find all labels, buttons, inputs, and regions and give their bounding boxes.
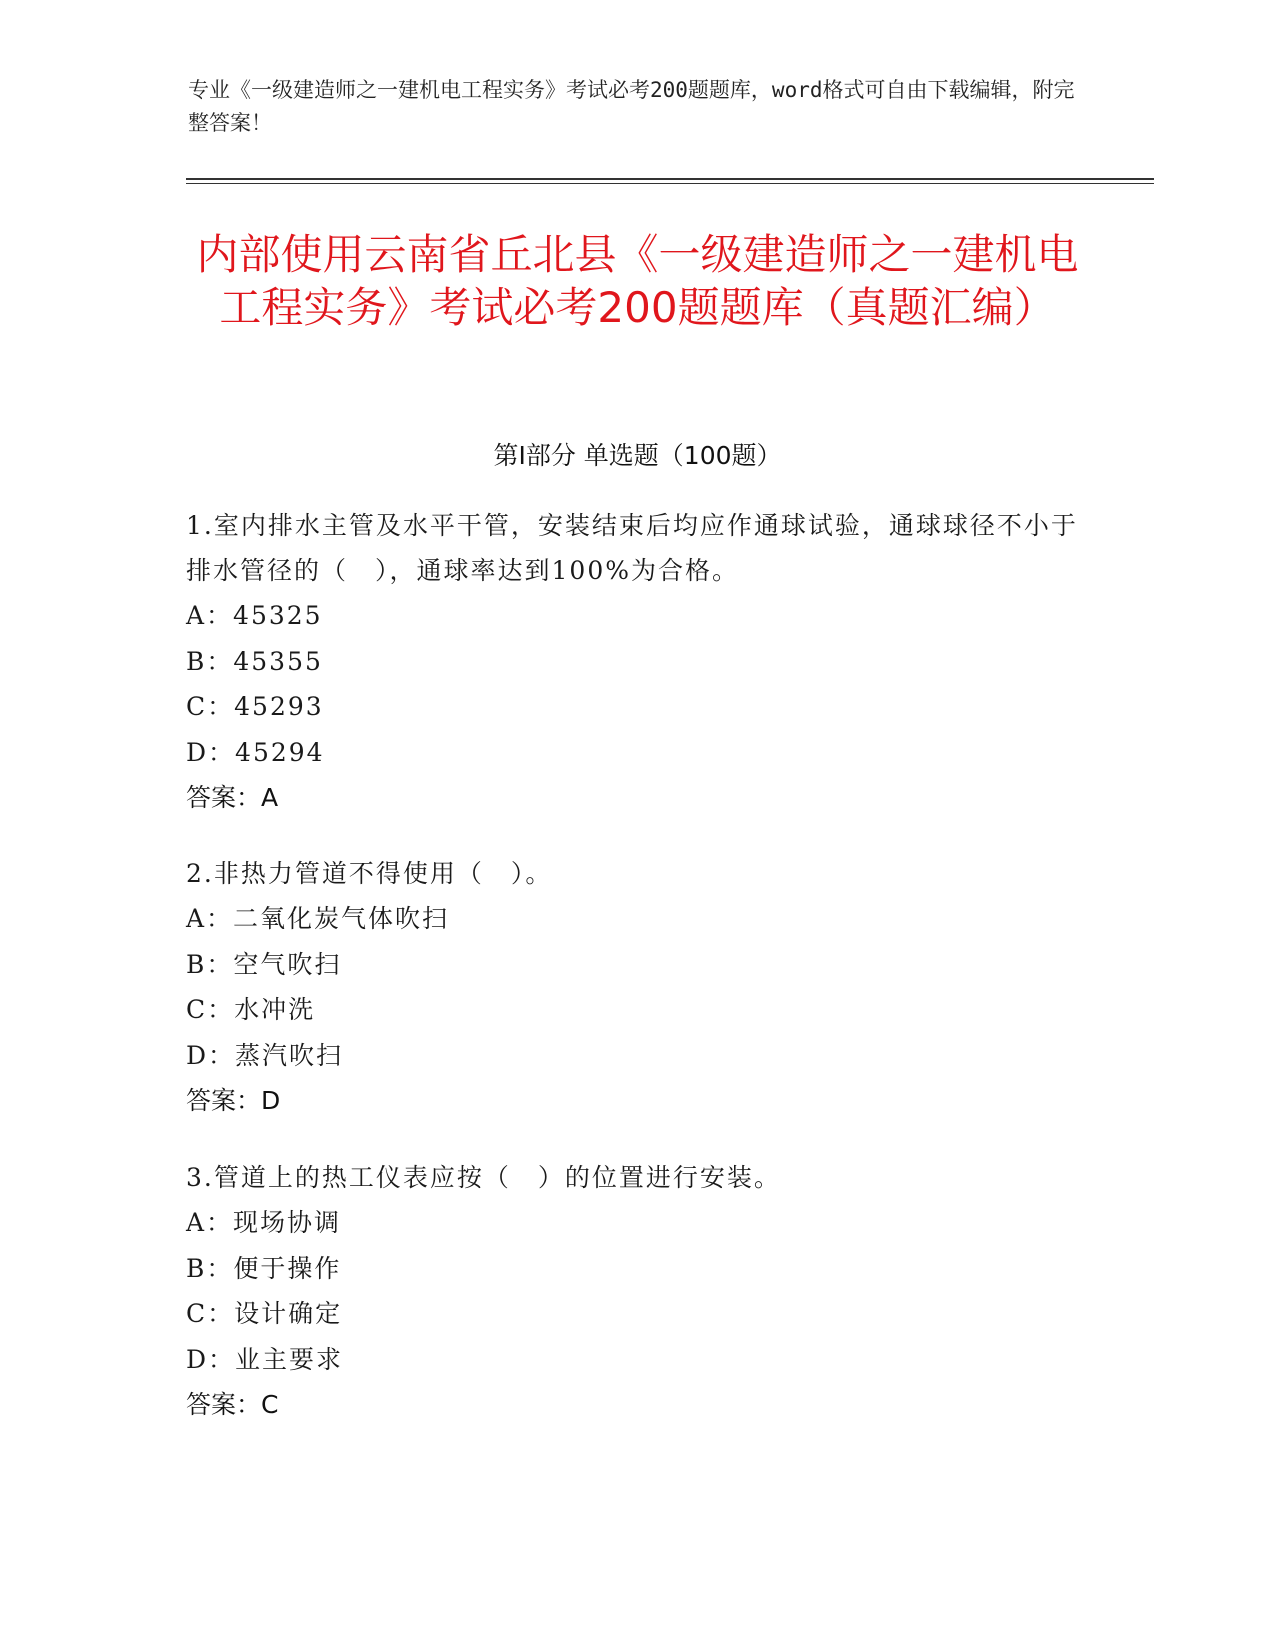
question-2 — [186, 851, 1086, 1123]
option-b: B：空气吹扫 — [186, 949, 342, 979]
option-c: C：45293 — [186, 692, 324, 721]
option-b: B：便于操作 — [186, 1253, 342, 1283]
question-stem: 1.室内排水主管及水平干管，安装结束后均应作通球试验，通球球径不小于排水管径的（ ），通球率达到100%为合格。 — [186, 511, 1078, 585]
header-divider-thick — [186, 178, 1154, 180]
option-c: C：水冲洗 — [186, 995, 316, 1024]
answer-line: 答案：D — [186, 1086, 281, 1115]
question-1 — [186, 503, 1086, 820]
option-d: D：45294 — [186, 737, 325, 767]
option-d: D：业主要求 — [186, 1344, 344, 1374]
option-b: B：45355 — [186, 646, 323, 676]
answer-line: 答案：C — [186, 1390, 279, 1419]
option-a: A：二氧化炭气体吹扫 — [186, 904, 450, 933]
question-3 — [186, 1155, 1086, 1427]
answer-line: 答案：A — [186, 783, 279, 812]
option-c: C：设计确定 — [186, 1299, 343, 1328]
question-stem: 2.非热力管道不得使用（ ）。 — [186, 859, 553, 888]
header-note: 专业《一级建造师之一建机电工程实务》考试必考200题题库，word格式可自由下载编辑，附完整答案！ — [188, 78, 1075, 135]
section-heading: 第Ⅰ部分 单选题（100题） — [493, 441, 782, 470]
question-stem: 3.管道上的热工仪表应按（ ）的位置进行安装。 — [186, 1163, 781, 1192]
option-d: D：蒸汽吹扫 — [186, 1040, 344, 1070]
option-a: A：现场协调 — [186, 1208, 342, 1237]
option-a: A：45325 — [186, 601, 323, 630]
header-divider-thin — [186, 183, 1154, 184]
document-title: 内部使用云南省丘北县《一级建造师之一建机电工程实务》考试必考200题题库（真题汇编） — [196, 230, 1079, 332]
